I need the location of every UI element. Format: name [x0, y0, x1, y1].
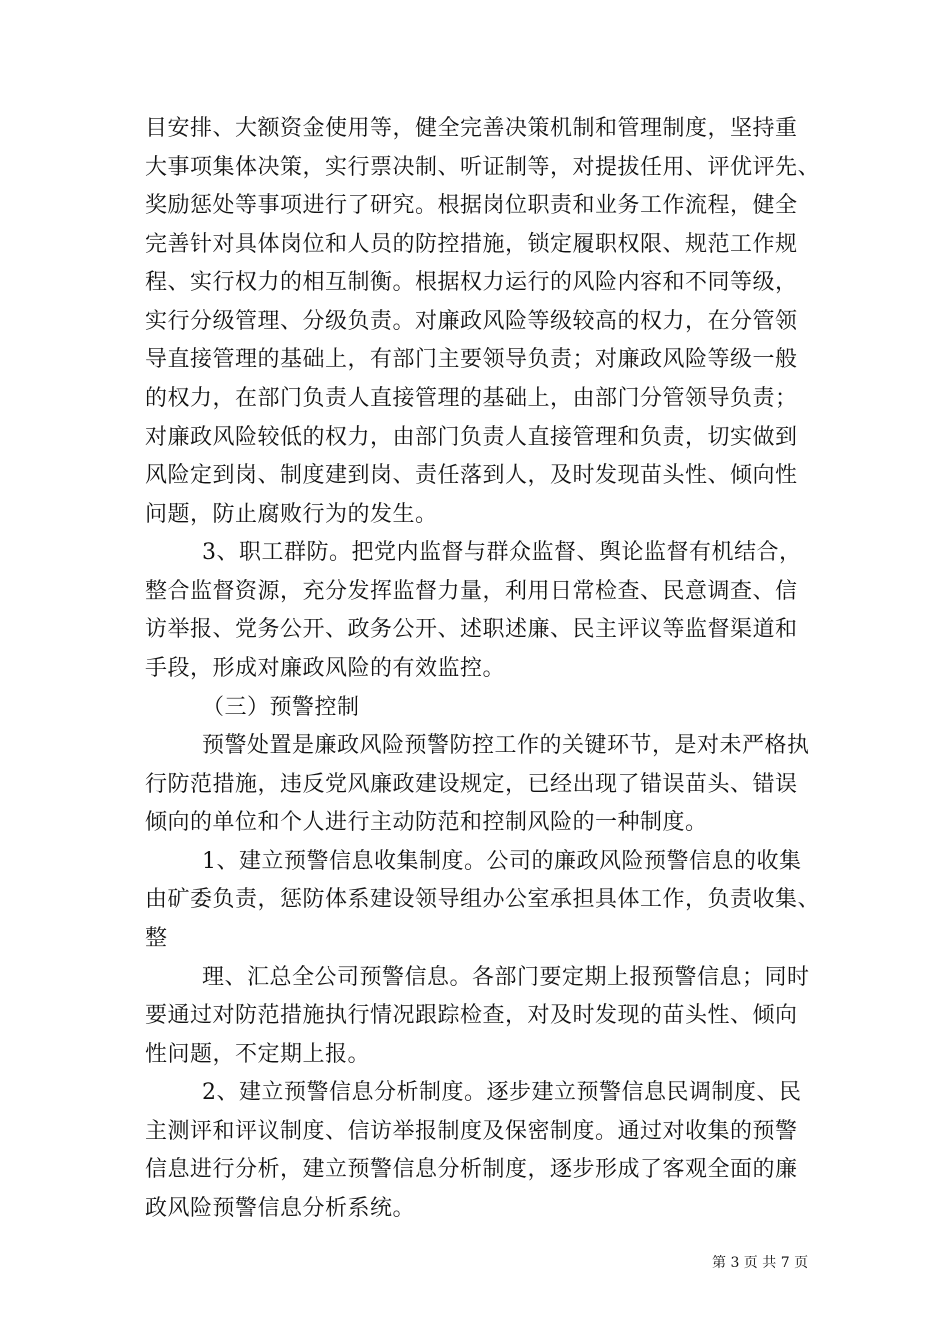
text-line: 访举报、党务公开、政务公开、述职述廉、民主评议等监督渠道和: [145, 617, 798, 642]
text-line: 性问题，不定期上报。: [145, 1042, 371, 1067]
text-line: 理、汇总全公司预警信息。各部门要定期上报预警信息；同时: [202, 965, 810, 990]
text-line: 主测评和评议制度、信访举报制度及保密制度。通过对收集的预警: [145, 1119, 798, 1144]
text-line: 1、建立预警信息收集制度。公司的廉政风险预警信息的收集: [202, 849, 802, 874]
text-line: 3、职工群防。把党内监督与群众监督、舆论监督有机结合，: [202, 540, 802, 565]
text-line: 由矿委负责，惩防体系建设领导组办公室承担具体工作，负责收集、: [145, 887, 821, 912]
text-line: 倾向的单位和个人进行主动防范和控制风险的一种制度。: [145, 810, 708, 835]
text-line: 整: [145, 926, 168, 951]
text-line: 实行分级管理、分级负责。对廉政风险等级较高的权力，在分管领: [145, 309, 798, 334]
text-line: 行防范措施，违反党风廉政建设规定，已经出现了错误苗头、错误: [145, 772, 798, 797]
text-line: 2、建立预警信息分析制度。逐步建立预警信息民调制度、民: [202, 1080, 802, 1105]
text-line: 奖励惩处等事项进行了研究。根据岗位职责和业务工作流程，健全: [145, 193, 798, 218]
text-line: 预警处置是廉政风险预警防控工作的关键环节，是对未严格执: [202, 733, 810, 758]
text-line: 整合监督资源，充分发挥监督力量，利用日常检查、民意调查、信: [145, 579, 798, 604]
text-line: 目安排、大额资金使用等，健全完善决策机制和管理制度，坚持重: [145, 116, 798, 141]
text-line: 程、实行权力的相互制衡。根据权力运行的风险内容和不同等级，: [145, 270, 798, 295]
text-line: 完善针对具体岗位和人员的防控措施，锁定履职权限、规范工作规: [145, 232, 798, 257]
text-line: 手段，形成对廉政风险的有效监控。: [145, 656, 506, 681]
text-line: 政风险预警信息分析系统。: [145, 1196, 416, 1221]
text-line: 大事项集体决策，实行票决制、听证制等，对提拔任用、评优评先、: [145, 155, 821, 180]
text-line: 要通过对防范措施执行情况跟踪检查，对及时发现的苗头性、倾向: [145, 1003, 798, 1028]
page-footer: 第 3 页 共 7 页: [712, 1255, 809, 1271]
section-heading: （三）预警控制: [202, 695, 360, 720]
text-line: 问题，防止腐败行为的发生。: [145, 502, 438, 527]
text-line: 的权力，在部门负责人直接管理的基础上，由部门分管领导负责；: [145, 386, 798, 411]
text-line: 风险定到岗、制度建到岗、责任落到人，及时发现苗头性、倾向性: [145, 463, 798, 488]
text-line: 导直接管理的基础上，有部门主要领导负责；对廉政风险等级一般: [145, 347, 798, 372]
text-line: 信息进行分析，建立预警信息分析制度，逐步形成了客观全面的廉: [145, 1157, 798, 1182]
text-line: 对廉政风险较低的权力，由部门负责人直接管理和负责，切实做到: [145, 425, 798, 450]
